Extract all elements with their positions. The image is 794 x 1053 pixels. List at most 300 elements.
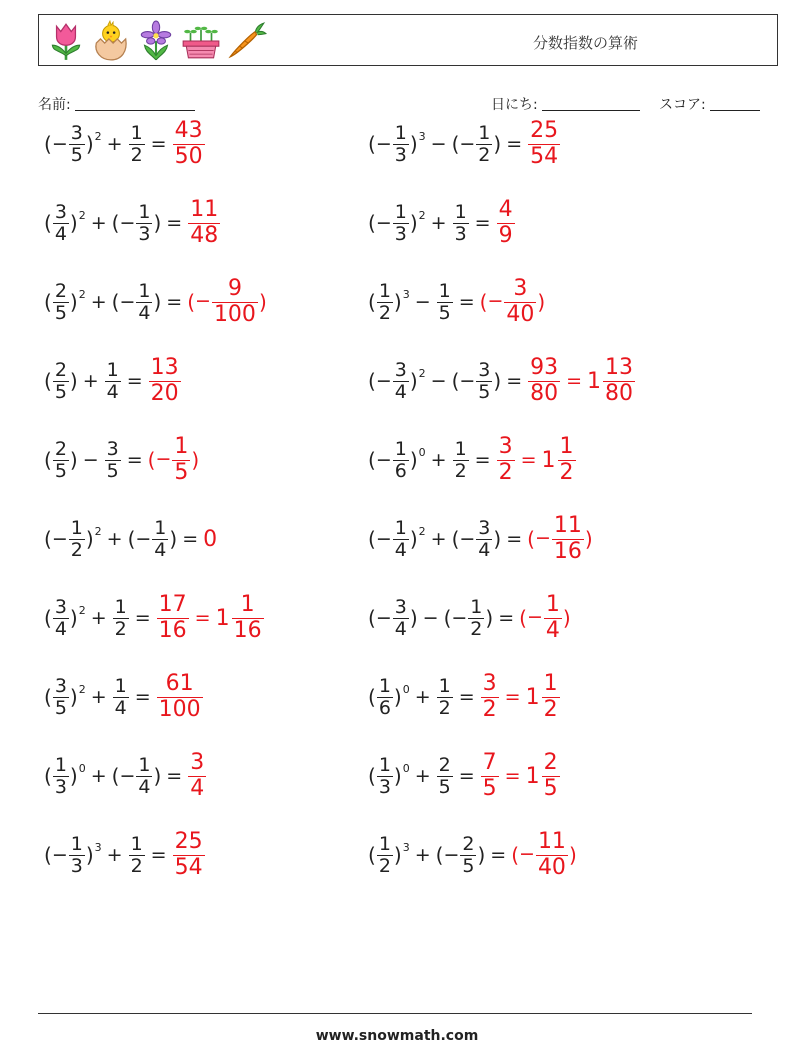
parenthesis: ( [127, 527, 136, 551]
denominator: 5 [462, 854, 475, 877]
denominator: 3 [394, 143, 407, 166]
numerator: 1 [240, 592, 255, 618]
numerator: 1 [394, 121, 407, 144]
parenthesis: ( [44, 369, 52, 393]
answer [172, 119, 206, 168]
denominator: 5 [438, 775, 451, 798]
exponent: 2 [418, 366, 426, 380]
fraction [129, 123, 145, 166]
parenthesis: ( [443, 606, 452, 630]
minus-sign: − [459, 132, 476, 155]
parenthesis: ( [368, 448, 376, 472]
denominator: 4 [394, 617, 407, 640]
exponent-wrap [94, 525, 102, 554]
answer [148, 356, 182, 405]
denominator: 3 [378, 775, 391, 798]
numerator: 1 [174, 434, 189, 460]
parenthesis: ) [493, 527, 502, 551]
denominator: 80 [530, 380, 559, 406]
denominator: 16 [233, 617, 262, 643]
denominator: 16 [553, 538, 582, 564]
iris-flower-icon [135, 20, 177, 62]
numerator: 1 [454, 200, 467, 223]
minus-sign: − [375, 448, 392, 471]
denominator: 3 [138, 222, 151, 245]
parenthesis: ) [409, 132, 418, 156]
exponent: 3 [418, 129, 426, 143]
numerator: 13 [605, 355, 634, 381]
problem-7 [44, 349, 182, 413]
equals-sign: = [194, 607, 211, 629]
equals-sign: = [150, 844, 167, 866]
fraction [393, 123, 409, 166]
equals-sign: = [134, 607, 151, 629]
denominator: 4 [154, 538, 167, 561]
numerator: 3 [54, 595, 67, 618]
minus-sign: − [375, 606, 392, 629]
problem-16 [368, 665, 561, 729]
numerator: 43 [174, 118, 203, 144]
equals-sign: = [126, 370, 143, 392]
minus-sign: − [375, 369, 392, 392]
answer [511, 830, 577, 879]
exponent-wrap [78, 683, 86, 712]
score-label: スコア: [659, 97, 706, 113]
answer [203, 527, 218, 552]
operator: + [90, 765, 107, 787]
parenthesis: ) [568, 843, 577, 867]
problem-17 [44, 744, 207, 808]
fraction [129, 834, 145, 877]
exponent-wrap [418, 525, 426, 554]
fraction [437, 676, 453, 719]
equals-sign: = [506, 528, 523, 550]
parenthesis: ( [527, 527, 535, 551]
numerator: 1 [378, 674, 391, 697]
fraction [497, 198, 515, 247]
fraction [542, 751, 560, 800]
fraction [53, 597, 69, 640]
denominator: 9 [498, 222, 513, 248]
exponent-wrap [94, 130, 102, 159]
operator: − [430, 133, 447, 155]
exponent: 0 [78, 761, 86, 775]
parenthesis: ( [511, 843, 520, 867]
exponent-wrap [418, 209, 426, 238]
parenthesis: ( [44, 606, 52, 630]
fraction [152, 518, 168, 561]
equals-sign: = [566, 370, 583, 392]
fraction [377, 676, 393, 719]
equals-sign: = [504, 765, 521, 787]
equals-sign: = [134, 686, 151, 708]
fraction [393, 360, 409, 403]
numerator: 1 [106, 358, 119, 381]
denominator: 100 [158, 696, 201, 722]
fraction [53, 676, 69, 719]
parenthesis: ( [451, 527, 460, 551]
operator: + [106, 844, 123, 866]
operator: − [414, 291, 431, 313]
footer-url: www.snowmath.com [315, 1028, 479, 1044]
problem-6 [368, 270, 545, 334]
fraction [188, 751, 206, 800]
denominator: 4 [54, 222, 67, 245]
operator: + [430, 528, 447, 550]
denominator: 6 [394, 459, 407, 482]
fraction [173, 830, 205, 879]
denominator: 2 [454, 459, 467, 482]
parenthesis: ( [44, 290, 52, 314]
problem-3 [44, 191, 221, 255]
parenthesis: ( [111, 764, 120, 788]
operator: + [414, 844, 431, 866]
parenthesis: ) [69, 211, 78, 235]
fraction [157, 593, 189, 642]
numerator: 4 [498, 197, 513, 223]
operator: + [82, 370, 99, 392]
equals-sign: = [458, 686, 475, 708]
operator: + [414, 765, 431, 787]
denominator: 54 [174, 854, 203, 880]
problem-9 [44, 428, 199, 492]
numerator: 1 [378, 279, 391, 302]
equals-sign: = [166, 212, 183, 234]
equals-sign: = [166, 291, 183, 313]
fraction [528, 356, 560, 405]
parenthesis: ) [85, 843, 94, 867]
fraction [453, 439, 469, 482]
numerator: 3 [478, 358, 491, 381]
name-field [38, 94, 195, 114]
minus-sign: − [51, 527, 68, 550]
denominator: 3 [454, 222, 467, 245]
minus-sign: − [119, 764, 136, 787]
parenthesis: ) [69, 685, 78, 709]
numerator: 1 [394, 200, 407, 223]
parenthesis: ) [69, 606, 78, 630]
parenthesis: ( [44, 527, 52, 551]
minus-sign: − [375, 527, 392, 550]
answer [187, 751, 207, 800]
numerator: 2 [462, 832, 475, 855]
tulip-icon [45, 20, 87, 62]
numerator: 3 [70, 121, 83, 144]
whole-number: 1 [525, 684, 540, 710]
exponent: 0 [402, 761, 410, 775]
fraction [528, 119, 560, 168]
fraction [476, 518, 492, 561]
numerator: 1 [545, 592, 560, 618]
parenthesis: ( [368, 132, 376, 156]
numerator: 1 [114, 674, 127, 697]
fraction [69, 834, 85, 877]
fraction [173, 119, 205, 168]
score-blank [710, 96, 760, 111]
parenthesis: ) [69, 448, 78, 472]
answer [496, 198, 516, 247]
denominator: 5 [70, 143, 83, 166]
exponent: 2 [78, 287, 86, 301]
denominator: 3 [54, 775, 67, 798]
denominator: 4 [138, 775, 151, 798]
denominator: 2 [130, 854, 143, 877]
parenthesis: ) [393, 764, 402, 788]
equals-sign: = [506, 370, 523, 392]
numerator: 2 [543, 750, 558, 776]
parenthesis: ( [187, 290, 196, 314]
minus-sign: − [451, 606, 468, 629]
parenthesis: ) [409, 211, 418, 235]
denominator: 5 [478, 380, 491, 403]
problem-4 [368, 191, 516, 255]
parenthesis: ( [44, 211, 52, 235]
parenthesis: ) [85, 527, 94, 551]
parenthesis: ) [85, 132, 94, 156]
denominator: 48 [190, 222, 219, 248]
denominator: 5 [54, 301, 67, 324]
fraction [460, 834, 476, 877]
numerator: 1 [454, 437, 467, 460]
numerator: 3 [498, 434, 513, 460]
denominator: 2 [378, 854, 391, 877]
equals-sign: = [150, 133, 167, 155]
sprout-planter-icon [180, 20, 222, 62]
fraction [113, 676, 129, 719]
operator: + [90, 686, 107, 708]
numerator: 1 [154, 516, 167, 539]
exponent: 3 [94, 840, 102, 854]
minus-sign: − [119, 211, 136, 234]
parenthesis: ( [368, 685, 376, 709]
denominator: 4 [478, 538, 491, 561]
numerator: 1 [438, 279, 451, 302]
denominator: 5 [174, 459, 189, 485]
fraction [453, 202, 469, 245]
operator: + [430, 449, 447, 471]
footer-divider [38, 1013, 752, 1014]
equals-sign: = [506, 133, 523, 155]
numerator: 2 [438, 753, 451, 776]
numerator: 3 [394, 358, 407, 381]
operator: − [430, 370, 447, 392]
operator: − [422, 607, 439, 629]
equals-sign: = [458, 291, 475, 313]
equals-sign: = [474, 212, 491, 234]
denominator: 3 [70, 854, 83, 877]
numerator: 93 [530, 355, 559, 381]
whole-number: 1 [587, 368, 602, 394]
fraction [497, 435, 515, 484]
parenthesis: ( [111, 211, 120, 235]
numerator: 1 [70, 516, 83, 539]
exponent: 0 [402, 682, 410, 696]
date-blank [542, 96, 640, 111]
exponent: 2 [94, 524, 102, 538]
exponent-wrap [418, 446, 426, 475]
equals-sign: = [498, 607, 515, 629]
equals-sign: = [458, 765, 475, 787]
equals-sign: = [490, 844, 507, 866]
parenthesis: ) [409, 606, 418, 630]
exponent: 2 [78, 208, 86, 222]
fraction [437, 755, 453, 798]
fraction [481, 672, 499, 721]
equals-sign: = [166, 765, 183, 787]
parenthesis: ) [562, 606, 571, 630]
fraction [105, 360, 121, 403]
minus-sign: − [135, 527, 152, 550]
minus-sign: − [526, 606, 543, 629]
parenthesis: ) [69, 290, 78, 314]
denominator: 4 [394, 380, 407, 403]
parenthesis: ) [393, 290, 402, 314]
problem-18 [368, 744, 561, 808]
fraction [558, 435, 576, 484]
fraction [105, 439, 121, 482]
numerator: 9 [227, 276, 242, 302]
denominator: 2 [470, 617, 483, 640]
numerator: 1 [470, 595, 483, 618]
denominator: 2 [543, 696, 558, 722]
denominator: 2 [482, 696, 497, 722]
numerator: 1 [138, 200, 151, 223]
fraction [393, 439, 409, 482]
problem-12 [368, 507, 593, 571]
whole-number: 1 [541, 447, 556, 473]
denominator: 5 [106, 459, 119, 482]
parenthesis: ( [451, 132, 460, 156]
answer [527, 514, 593, 563]
parenthesis: ( [368, 211, 376, 235]
denominator: 2 [130, 143, 143, 166]
numerator: 1 [478, 121, 491, 144]
answer [527, 356, 636, 405]
answer [480, 672, 561, 721]
denominator: 4 [545, 617, 560, 643]
operator: + [90, 291, 107, 313]
header-icons [45, 19, 270, 63]
parenthesis: ) [153, 764, 162, 788]
numerator: 13 [150, 355, 179, 381]
parenthesis: ) [409, 369, 418, 393]
numerator: 1 [130, 121, 143, 144]
operator: + [106, 133, 123, 155]
denominator: 5 [543, 775, 558, 801]
numerator: 61 [165, 671, 194, 697]
parenthesis: ) [537, 290, 546, 314]
parenthesis: ( [368, 527, 376, 551]
numerator: 3 [482, 671, 497, 697]
parenthesis: ) [153, 290, 162, 314]
parenthesis: ( [44, 843, 52, 867]
operator: + [430, 212, 447, 234]
numerator: 3 [54, 200, 67, 223]
denominator: 4 [190, 775, 205, 801]
parenthesis: ) [485, 606, 494, 630]
denominator: 54 [530, 143, 559, 169]
fraction [393, 597, 409, 640]
parenthesis: ) [69, 764, 78, 788]
answer [187, 198, 221, 247]
numerator: 25 [174, 829, 203, 855]
parenthesis: ( [451, 369, 460, 393]
whole-number: 0 [203, 526, 218, 552]
numerator: 11 [537, 829, 566, 855]
problem-8 [368, 349, 636, 413]
numerator: 3 [54, 674, 67, 697]
parenthesis: ( [368, 843, 376, 867]
parenthesis: ) [584, 527, 593, 551]
operator: − [82, 449, 99, 471]
numerator: 1 [70, 832, 83, 855]
parenthesis: ( [368, 764, 376, 788]
operator: + [90, 212, 107, 234]
worksheet-header [38, 14, 778, 66]
numerator: 17 [158, 592, 187, 618]
problem-14 [368, 586, 571, 650]
problem-1 [44, 112, 206, 176]
numerator: 1 [138, 279, 151, 302]
parenthesis: ( [368, 290, 376, 314]
fraction [136, 755, 152, 798]
fraction [69, 123, 85, 166]
answer [172, 830, 206, 879]
answer [148, 435, 200, 484]
exponent: 0 [418, 445, 426, 459]
parenthesis: ( [44, 448, 52, 472]
minus-sign: − [459, 369, 476, 392]
fraction [53, 755, 69, 798]
denominator: 5 [482, 775, 497, 801]
fraction [377, 281, 393, 324]
whole-number: 1 [525, 763, 540, 789]
denominator: 100 [213, 301, 256, 327]
equals-sign: = [182, 528, 199, 550]
fraction [136, 281, 152, 324]
fraction [603, 356, 635, 405]
parenthesis: ( [519, 606, 527, 630]
fraction [113, 597, 129, 640]
equals-sign: = [520, 449, 537, 471]
fraction [188, 198, 220, 247]
numerator: 1 [130, 832, 143, 855]
exponent-wrap [78, 209, 86, 238]
parenthesis: ( [147, 448, 156, 472]
parenthesis: ( [111, 290, 120, 314]
fraction [172, 435, 190, 484]
chick-in-egg-icon [90, 20, 132, 62]
minus-sign: − [443, 843, 460, 866]
fraction [53, 439, 69, 482]
fraction [393, 202, 409, 245]
minus-sign: − [51, 843, 68, 866]
exponent-wrap [78, 762, 86, 791]
fraction [476, 360, 492, 403]
denominator: 4 [54, 617, 67, 640]
minus-sign: − [119, 290, 136, 313]
numerator: 1 [438, 674, 451, 697]
denominator: 16 [158, 617, 187, 643]
fraction [157, 672, 203, 721]
parenthesis: ) [409, 527, 418, 551]
fraction [136, 202, 152, 245]
exponent-wrap [418, 130, 426, 159]
answer [527, 119, 561, 168]
numerator: 1 [378, 832, 391, 855]
exponent: 3 [402, 287, 410, 301]
minus-sign: − [51, 132, 68, 155]
